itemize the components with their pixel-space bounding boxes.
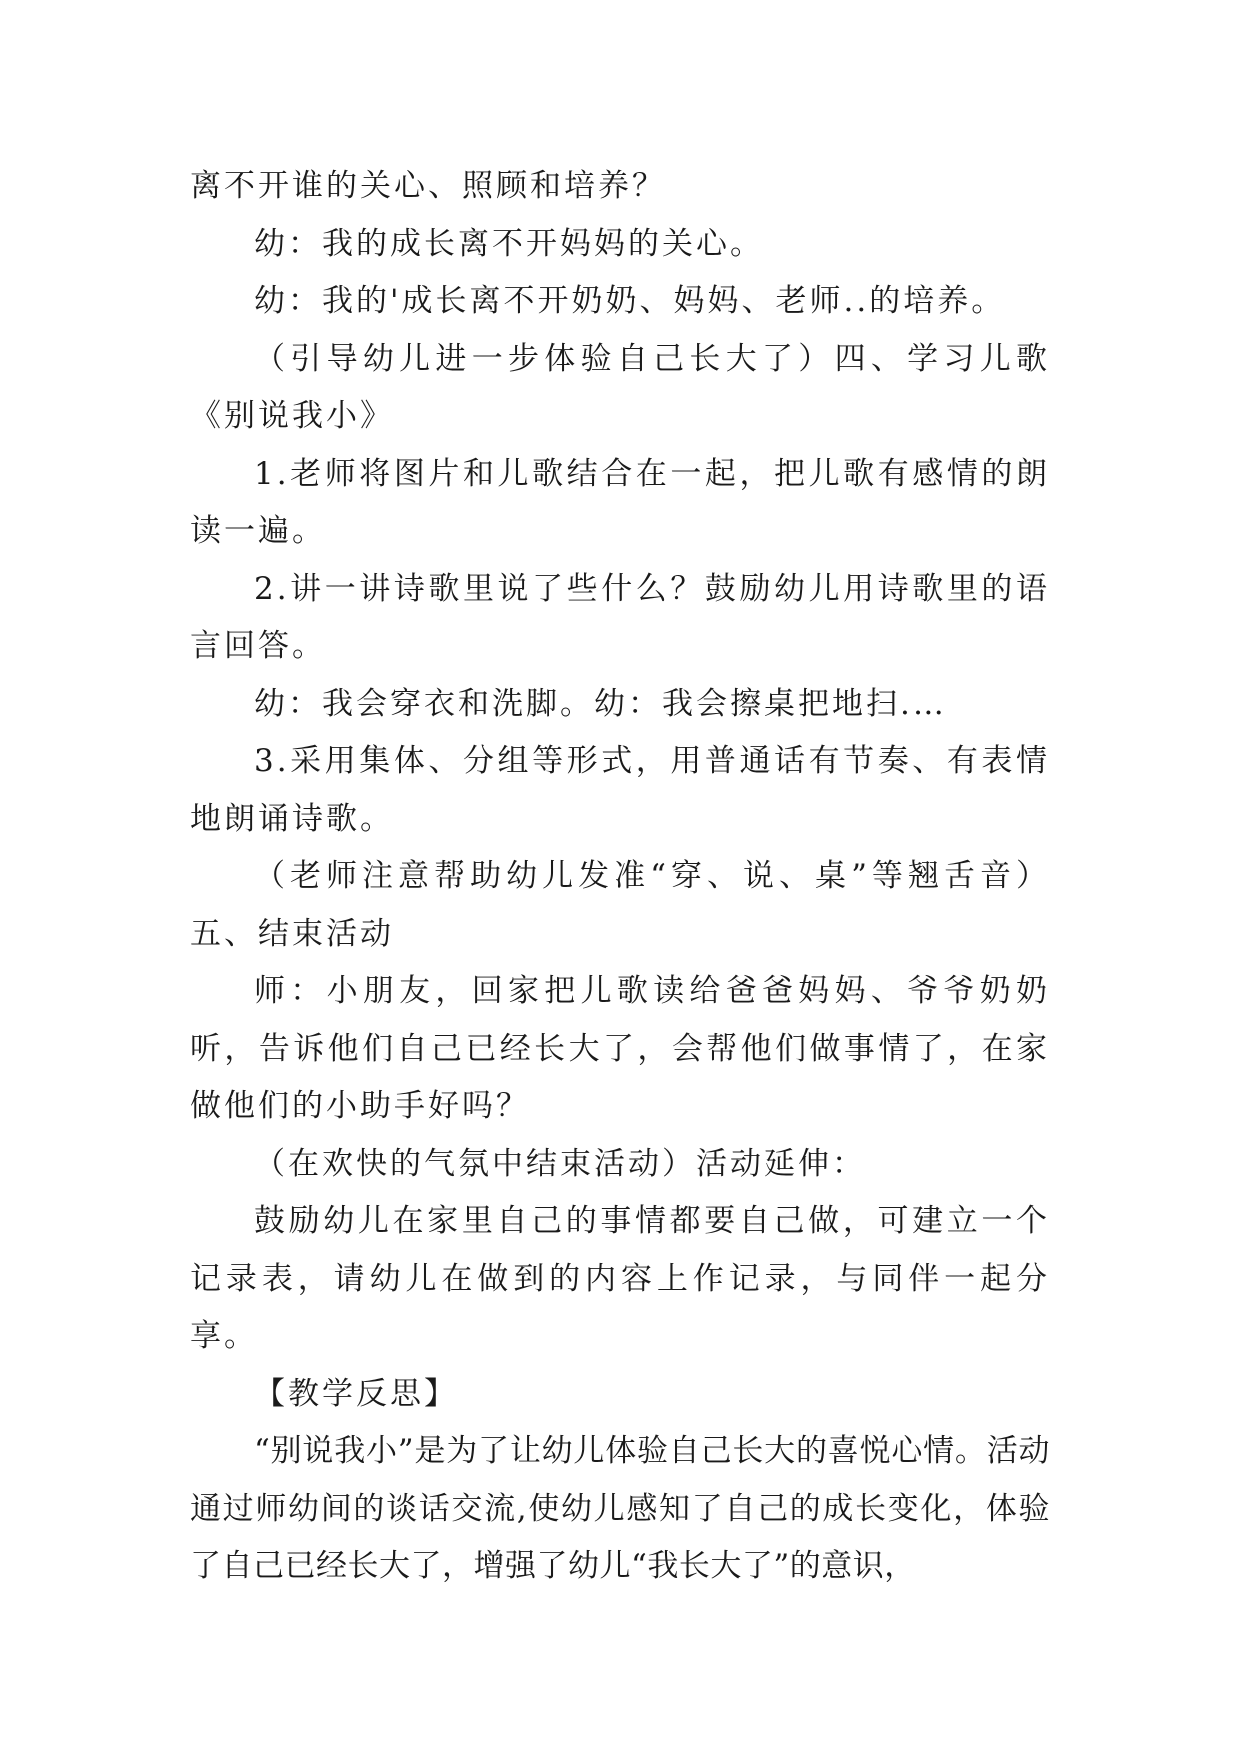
paragraph: 师：小朋友，回家把儿歌读给爸爸妈妈、爷爷奶奶听，告诉他们自己已经长大了，会帮他们做事情了，在家做他们的小助手好吗？ [190, 973, 1050, 1124]
paragraph: 鼓励幼儿在家里自己的事情都要自己做，可建立一个记录表，请幼儿在做到的内容上作记录，与同伴一起分享。 [190, 1203, 1050, 1354]
paragraph: 3.采用集体、分组等形式，用普通话有节奏、有表情地朗诵诗歌。 [190, 743, 1050, 837]
paragraph: 幼：我会穿衣和洗脚。幼：我会擦桌把地扫.… [254, 685, 947, 722]
document-body [190, 158, 1050, 1596]
paragraph: “别说我小”是为了让幼儿体验自己长大的喜悦心情。活动通过师幼间的谈话交流,使幼儿感知了自己的成长变化，体验了自己已经长大了，增强了幼儿“我长大了”的意识， [190, 1433, 1050, 1584]
paragraph: （引导幼儿进一步体验自己长大了）四、学习儿歌《别说我小》 [190, 340, 1050, 434]
paragraph: 幼：我的成长离不开妈妈的关心。 [254, 225, 764, 262]
paragraph: （在欢快的气氛中结束活动）活动延伸： [254, 1145, 866, 1182]
paragraph: 幼：我的'成长离不开奶奶、妈妈、老师..的培养。 [254, 283, 1006, 319]
paragraph: 离不开谁的关心、照顾和培养？ [190, 168, 666, 204]
paragraph: （老师注意帮助幼儿发准“穿、说、桌”等翘舌音）五、结束活动 [190, 858, 1050, 952]
paragraph: 2.讲一讲诗歌里说了些什么？鼓励幼儿用诗歌里的语言回答。 [190, 570, 1050, 664]
paragraph: 1.老师将图片和儿歌结合在一起，把儿歌有感情的朗读一遍。 [190, 455, 1050, 549]
section-heading: 【教学反思】 [254, 1375, 458, 1412]
